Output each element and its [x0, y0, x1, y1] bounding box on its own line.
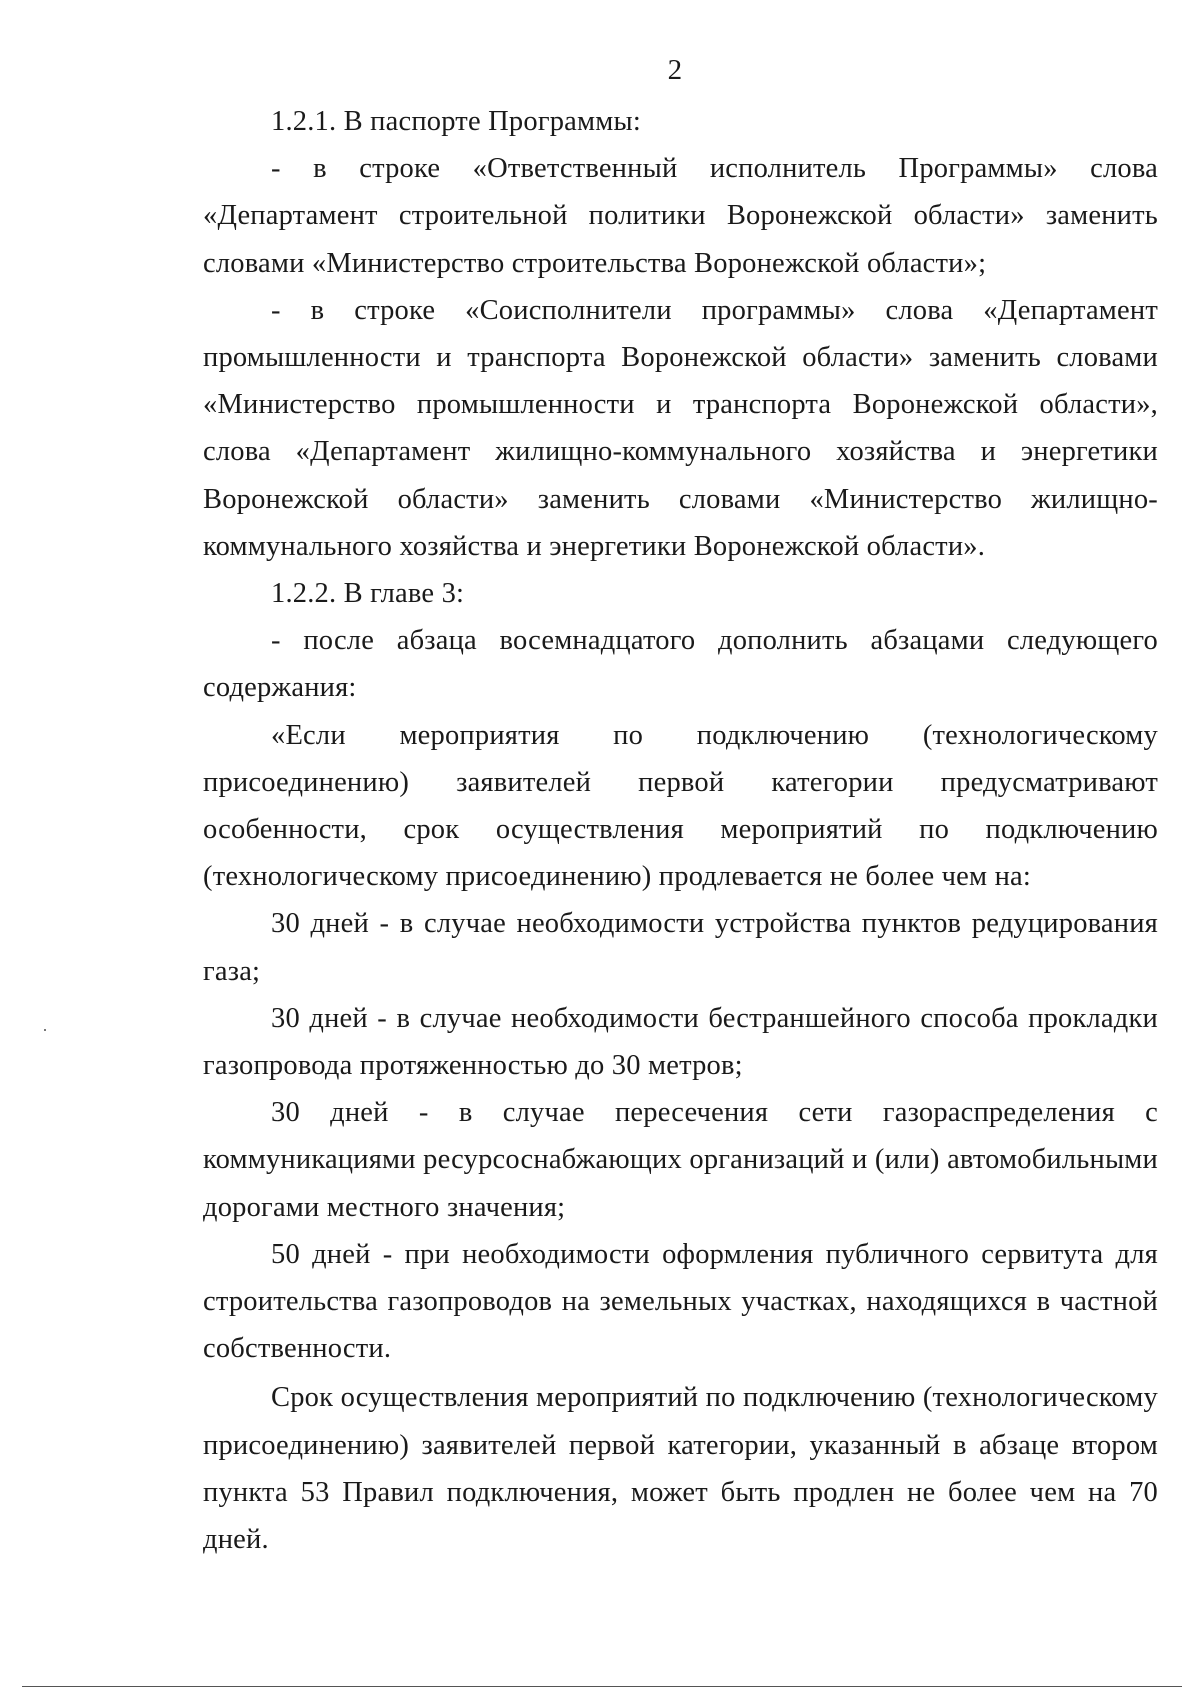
paragraph-30-days-reduction-points: 30 дней - в случае необходимости устройства пунктов редуцирования газа; [203, 908, 1158, 987]
paragraph-first-category-term: «Если мероприятия по подключению (технологическому присоединению) заявителей первой категории предусматривают особенности, срок осуществления мероприятий по подключению (технологическому присоединению) продлевается не более чем на: [203, 719, 1158, 893]
paragraph-30-days-trenchless: 30 дней - в случае необходимости бестраншейного способа прокладки газопровода протяженностью до 30 метров; [203, 1002, 1158, 1082]
paragraph-70-days-extension: Срок осуществления мероприятий по подключению (технологическому присоединению) заявителей первой категории, указанный в абзаце втором пункта 53 Правил подключения, может быть продлен не более чем на 70 дней. [203, 1382, 1158, 1556]
bottom-rule-line [22, 1686, 1182, 1687]
paragraph-1-2-1-heading: 1.2.1. В паспорте Программы: [271, 106, 641, 137]
page-number: 2 [667, 54, 683, 86]
paragraph-50-days-servitude: 50 дней - при необходимости оформления публичного сервитута для строительства газопроводов на земельных участках, находящихся в частной собственности. [203, 1238, 1158, 1365]
paragraph-30-days-intersection: 30 дней - в случае пересечения сети газораспределения с коммуникациями ресурсоснабжающих организаций и (или) автомобильными дорогами местного значения; [203, 1097, 1158, 1223]
paragraph-1-2-2-heading: 1.2.2. В главе 3: [271, 578, 465, 610]
paragraph-co-executors: - в строке «Соисполнители программы» слова «Департамент промышленности и транспорта Воронежской области» заменить словами «Министерство промышленности и транспорта Воронежской области», слова «Департамент жилищно-коммунального хозяйства и энергетики Воронежской области» заменить словами «Министерство жилищно-коммунального хозяйства и энергетики Воронежской области». [203, 294, 1158, 562]
paragraph-responsible-executor: - в строке «Ответственный исполнитель Программы» слова «Департамент строительной политики Воронежской области» заменить словами «Министерство строительства Воронежской области»; [203, 153, 1158, 279]
paragraph-add-after-18: - после абзаца восемнадцатого дополнить абзацами следующего содержания: [203, 625, 1158, 704]
document-body [203, 98, 1158, 1563]
scan-speck [44, 1029, 46, 1031]
